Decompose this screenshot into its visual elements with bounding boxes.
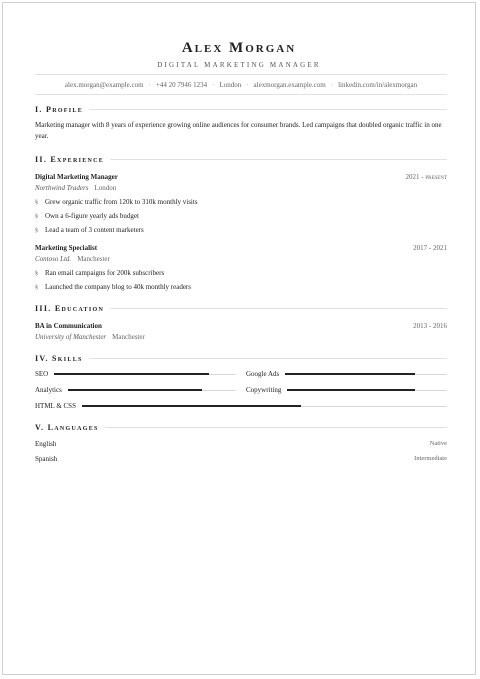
skill-level-bar [54,374,236,375]
language-name: Spanish [35,455,58,463]
candidate-name: Alex Morgan [181,40,297,56]
skill-level-bar [285,374,447,375]
contact-email[interactable]: alex.morgan@example.com [64,80,144,89]
job-title: DIGITAL MARKETING MANAGER [157,61,321,69]
section-languages-heading [35,422,447,432]
section-rule [110,159,447,160]
skill-level-fill [287,389,415,391]
language-row [35,439,447,449]
skill-name: HTML & CSS [35,402,76,410]
list-item: § Launched the company blog to 40k monthly readers [35,283,191,291]
section-mark-icon: § [35,285,38,291]
section-rule [110,308,447,309]
education-school-row [35,332,447,342]
job-company: Contoso Ltd. [35,255,72,263]
contact-website[interactable]: alexmorgan.example.com [253,80,326,89]
list-item: § Own a 6-figure yearly ads budget [35,212,139,220]
skill-level-fill [68,389,203,391]
education-dates: 2013 - 2016 [413,322,447,330]
section-rule [89,358,447,359]
job-dates: 2017 - 2021 [413,244,447,252]
skill-name: Google Ads [246,370,280,378]
contact-location: London [219,80,242,89]
section-mark-icon: § [35,200,38,206]
list-item: § Lead a team of 3 content marketers [35,226,144,234]
job-company-row [35,254,447,264]
skill-name: Copywriting [246,386,282,394]
education-school: University of Manchester [35,333,107,341]
job-header [35,172,447,182]
section-skills-heading [35,353,447,363]
section-mark-icon: § [35,271,38,277]
list-item: § Grew organic traffic from 120k to 310k monthly visits [35,198,198,206]
resume-header [3,39,475,70]
list-item: § Ran email campaigns for 200k subscribers [35,269,165,277]
skill-name: SEO [35,370,49,378]
section-profile-heading [35,104,447,114]
job-company-row [35,183,447,193]
section-mark-icon: § [35,214,38,220]
contact-separator: · [212,80,215,89]
language-name: English [35,440,57,448]
section-title: I. Profile [35,104,84,114]
skill-level-bar [82,406,447,407]
contact-phone[interactable]: +44 20 7946 1234 [155,80,208,89]
section-education-heading [35,303,447,313]
contact-separator: · [148,80,151,89]
education-location: Manchester [112,333,145,341]
job-role: Digital Marketing Manager [35,173,118,181]
section-title: IV. Skills [35,353,83,363]
job-role: Marketing Specialist [35,244,98,252]
language-row [35,454,447,464]
skill-level-bar [68,390,236,391]
job-header [35,243,447,253]
skill-analytics [35,385,236,395]
contact-separator: · [246,80,249,89]
contact-separator: · [330,80,334,89]
contact-bar [35,74,447,95]
skill-name: Analytics [35,386,62,394]
skill-html-css [35,401,447,411]
job-company: Northwind Traders [35,184,89,192]
contact-linkedin[interactable]: linkedin.com/in/alexmorgan [338,80,418,89]
section-mark-icon: § [35,228,38,234]
skill-level-fill [82,405,301,407]
skill-level-fill [285,373,414,375]
job-dates: 2021 - present [405,173,447,181]
language-level: Intermediate [414,455,447,462]
skill-level-fill [54,373,209,375]
education-header [35,321,447,331]
skill-seo [35,369,236,379]
skill-google-ads [246,369,447,379]
skill-level-bar [287,390,447,391]
profile-text: Marketing manager with 8 years of experience growing online audiences for consumer brands. Led campaigns that doubled organic traffic in one year. [35,121,442,140]
education-degree: BA in Communication [35,322,102,330]
section-title: III. Education [35,303,105,313]
section-rule [105,427,447,428]
skill-copywriting [246,385,447,395]
job-location: Manchester [77,255,110,263]
section-title: V. Languages [35,422,99,432]
section-rule [89,109,447,110]
job-location: London [94,184,117,192]
section-title: II. Experience [35,154,105,164]
resume-page [2,2,476,675]
language-level: Native [429,440,447,447]
section-experience-heading [35,154,447,164]
